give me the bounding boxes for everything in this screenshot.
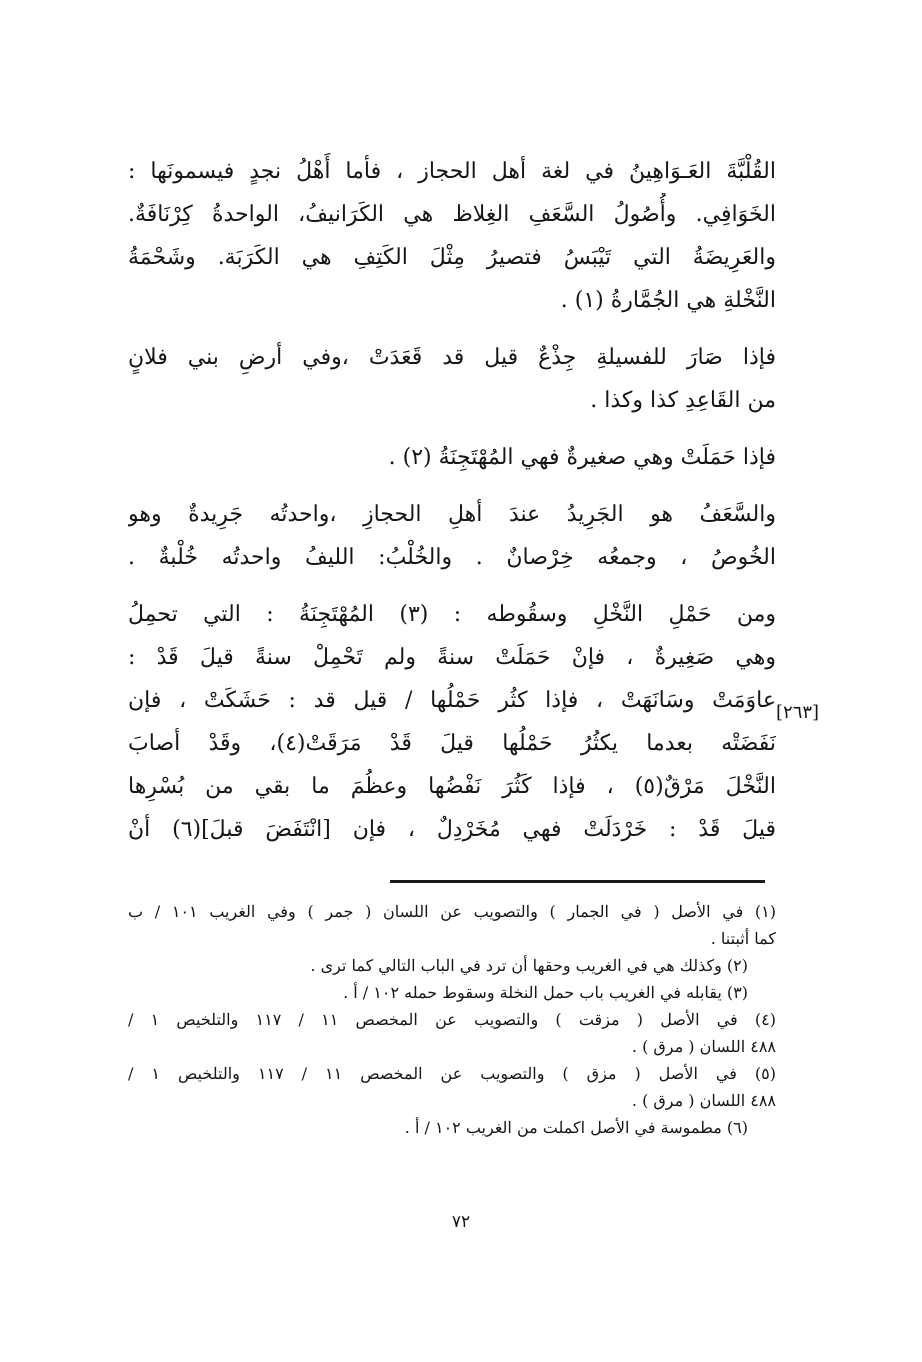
main-text: [128, 150, 776, 865]
footnote-line: (٣) يقابله في الغريب باب حمل النخلة وسقوط حمله ١٠٢ / أ .: [343, 983, 748, 1002]
footnote-line: كما أثبتنا .: [710, 929, 776, 948]
footnote-line: ٤٨٨ اللسان ( مرق ) .: [631, 1091, 776, 1110]
text-line: والسَّعَفُ هو الجَرِيدُ عندَ أهلِ الحجازِ ،واحدتُه جَرِيدةٌ وهو: [128, 502, 776, 527]
text-line: النَّخْلةِ هي الجُمَّارةُ (١) .: [560, 288, 776, 313]
paragraph-4: [128, 493, 776, 579]
text-line: النَّخْلَ مَرْقٌ(٥) ، فإذا كَثُرَ نَفْضُها وعظُمَ ما بقي من بُسْرِها: [128, 774, 776, 799]
paragraph-1: [128, 150, 776, 322]
text-line: نَفَضَتْه بعدما يكثُرُ حَمْلُها قيلَ قَدْ مَرَقَتْ(٤)، وقَدْ أصابَ: [128, 731, 776, 756]
text-line: فإذا حَمَلَتْ وهي صغيرةٌ فهي المُهْتَجِنَةُ (٢) .: [388, 445, 776, 470]
text-line: وهي صَغِيرةٌ ، فإنْ حَمَلَتْ سنةً ولم تَحْمِلْ سنةً قيلَ قَدْ :: [128, 645, 776, 670]
paragraph-2: [128, 336, 776, 422]
footnote-line: (٤) في الأصل ( مزقت ) والتصويب عن المخصص ١١ / ١١٧ والتلخيص ١ /: [128, 1010, 776, 1029]
text-line: الخُوصُ ، وجمعُه خِرْصانٌ . والخُلْبُ: الليفُ واحدتُه خُلْبةٌ .: [128, 545, 776, 570]
footnote-line: (٢) وكذلك هي في الغريب وحقها أن ترد في الباب التالي كما ترى .: [310, 956, 748, 975]
text-line: والعَرِيضَةُ التي تَيْبَسُ فتصيرُ مِثْلَ الكَتِفِ هي الكَرَبَة. وشَحْمَةُ: [128, 245, 776, 270]
footnote-4: [128, 1006, 776, 1060]
paragraph-3: [128, 436, 776, 479]
text-line: عاوَمَتْ وسَانَهَتْ ، فإذا كثُر حَمْلُها / قيل قد : حَشَكَتْ ، فإن: [128, 688, 776, 713]
footnotes: [128, 898, 776, 1141]
text-line: ومن حَمْلِ النَّخْلِ وسقُوطه : (٣) المُهْتَجِنَةُ : التي تحمِلُ: [128, 602, 776, 627]
text-line: الخَوَافِي. وأُصُولُ السَّعَفِ الغِلاظ هي الكَرَانيفُ، الواحدةُ كِرْنَافَةٌ.: [128, 202, 776, 227]
footnote-divider: [390, 880, 765, 883]
text-line: القُلْبَّةَ العَـوَاهِينُ في لغة أهل الحجاز ، فأما أَهْلُ نجدٍ فيسمونَها :: [128, 159, 776, 184]
text-line: فإذا صَارَ للفسيلةِ جِذْعٌ قيل قد قَعَدَتْ ،وفي أرضِ بني فلانٍ: [128, 345, 776, 370]
footnote-3: [128, 979, 776, 1006]
manuscript-folio-reference: [٢٦٣]: [776, 702, 820, 723]
text-line: من القَاعِدِ كذا وكذا .: [590, 388, 776, 413]
footnote-line: (٦) مطموسة في الأصل اكملت من الغريب ١٠٢ / أ .: [404, 1118, 748, 1137]
footnote-line: (١) في الأصل ( في الجمار ) والتصويب عن اللسان ( جمر ) وفي الغريب ١٠١ / ب: [128, 902, 776, 921]
footnote-2: [128, 952, 776, 979]
footnote-6: [128, 1114, 776, 1141]
footnote-line: (٥) في الأصل ( مزق ) والتصويب عن المخصص ١١ / ١١٧ والتلخيص ١ /: [128, 1064, 776, 1083]
footnote-5: [128, 1060, 776, 1114]
footnote-line: ٤٨٨ اللسان ( مرق ) .: [631, 1037, 776, 1056]
page-number: ٧٢: [451, 1212, 471, 1232]
paragraph-5: [128, 593, 776, 851]
footnote-1: [128, 898, 776, 952]
text-line: قيلَ قَدْ : خَرْدَلَتْ فهي مُخَرْدِلٌ ، فإن [انْتَفَضَ قبلَ](٦) أنْ: [128, 817, 776, 842]
